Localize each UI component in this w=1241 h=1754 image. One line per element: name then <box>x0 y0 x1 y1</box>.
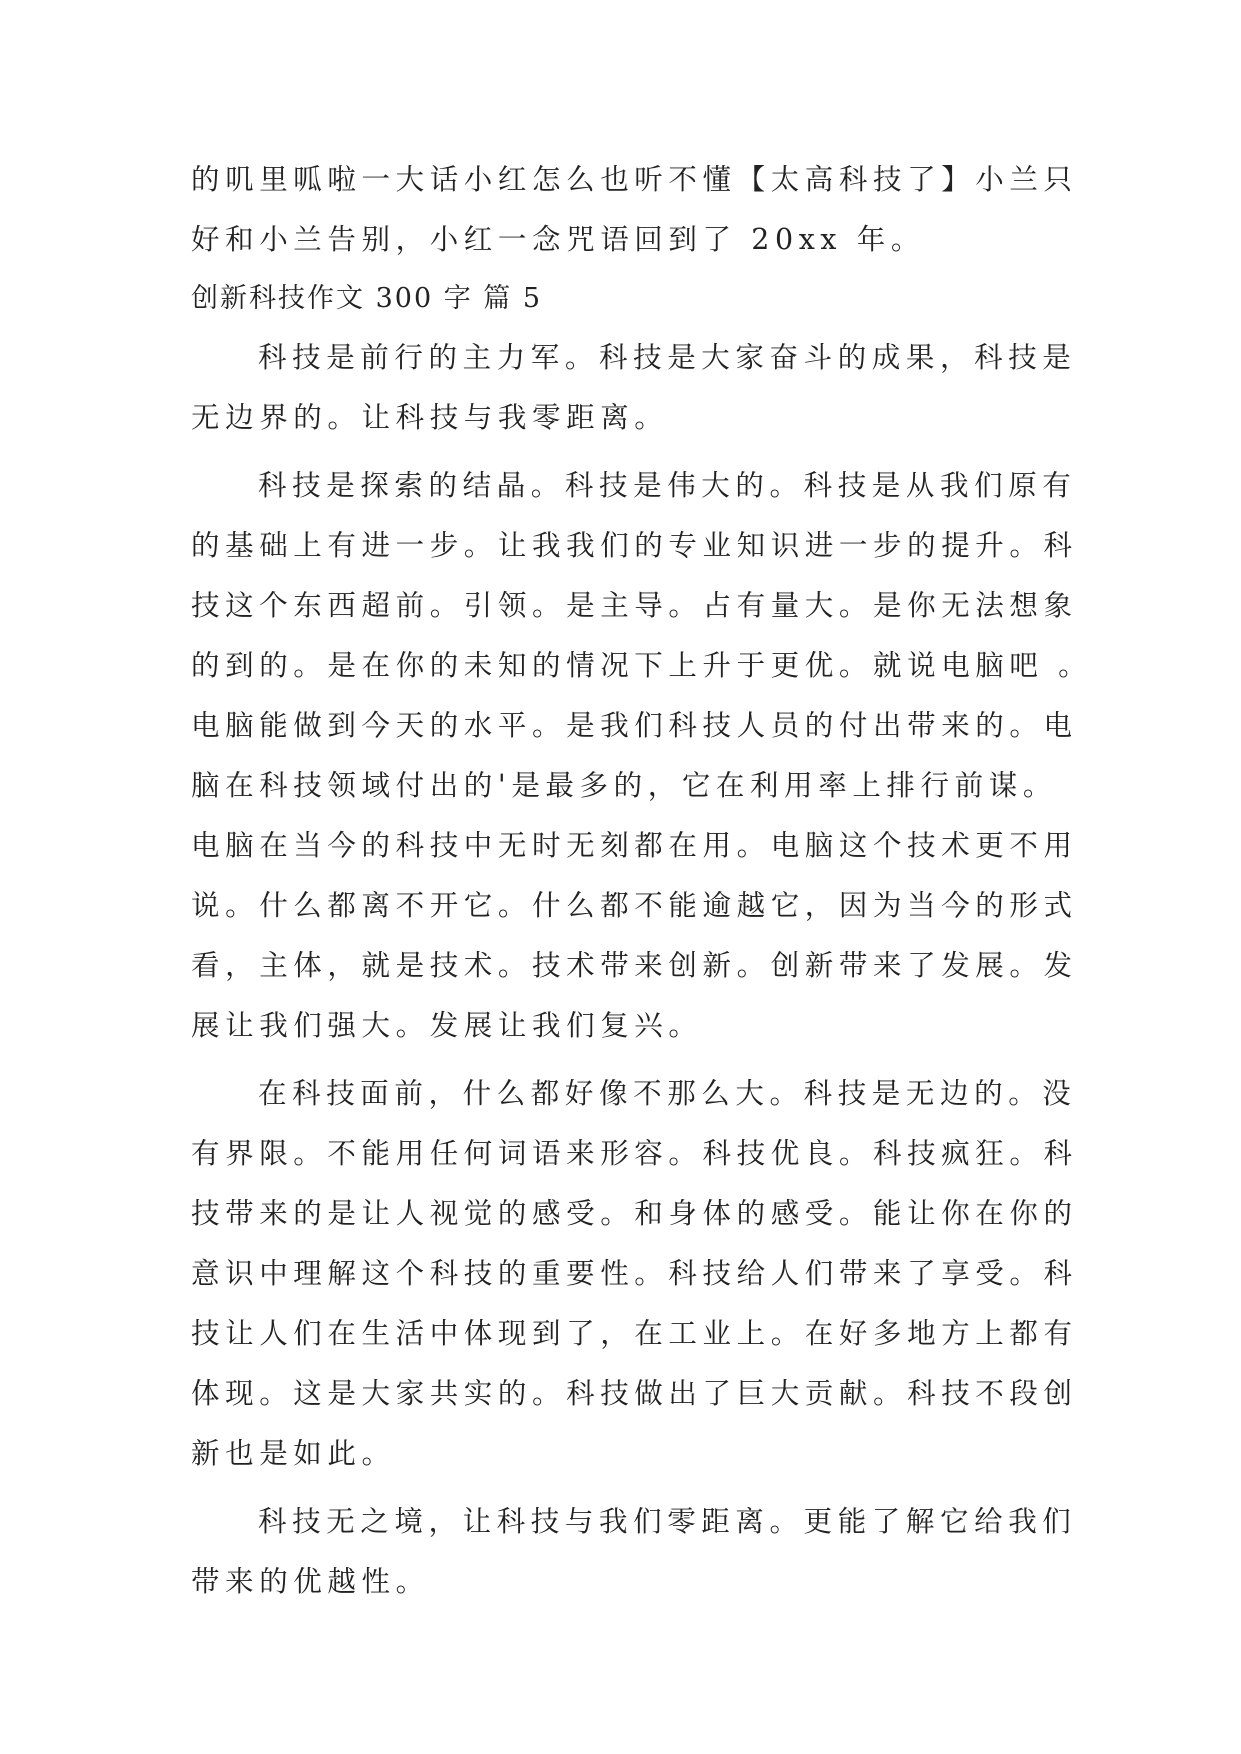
text-line: 好和小兰告别，小红一念咒语回到了 20xx 年。 <box>191 223 925 256</box>
document-body <box>191 150 1093 1612</box>
text-line: 科技无之境，让科技与我们零距离。更能了解它给我们 <box>258 1505 1077 1538</box>
paragraph-spacer <box>191 1484 1051 1492</box>
text-line: 有界限。不能用任何词语来形容。科技优良。科技疯狂。科 <box>191 1137 1078 1170</box>
text-line: 的叽里呱啦一大话小红怎么也听不懂【太高科技了】小兰只 <box>191 163 1078 196</box>
text-line: 脑在科技领域付出的'是最多的，它在利用率上排行前谋。 <box>191 769 1057 802</box>
paragraph-3 <box>191 1064 1078 1484</box>
text-line: 体现。这是大家共实的。科技做出了巨大贡献。科技不段创 <box>191 1377 1078 1410</box>
section-heading: 创新科技作文 300 字 篇 5 <box>191 283 543 314</box>
text-line: 意识中理解这个科技的重要性。科技给人们带来了享受。科 <box>191 1257 1078 1290</box>
text-line: 带来的优越性。 <box>191 1565 430 1598</box>
text-line: 电脑能做到今天的水平。是我们科技人员的付出带来的。电 <box>191 709 1078 742</box>
text-line: 科技是前行的主力军。科技是大家奋斗的成果，科技是 <box>258 341 1077 374</box>
text-line: 电脑在当今的科技中无时无刻都在用。电脑这个技术更不用 <box>191 829 1078 862</box>
text-line: 的基础上有进一步。让我我们的专业知识进一步的提升。科 <box>191 529 1078 562</box>
text-line: 的到的。是在你的未知的情况下上升于更优。就说电脑吧 。 <box>191 649 1093 682</box>
text-line: 科技是探索的结晶。科技是伟大的。科技是从我们原有 <box>258 469 1077 502</box>
paragraph-spacer <box>191 1056 1051 1064</box>
text-line: 在科技面前，什么都好像不那么大。科技是无边的。没 <box>258 1077 1077 1110</box>
paragraph-spacer <box>191 448 1051 456</box>
paragraph-1 <box>191 328 1077 448</box>
text-line: 技带来的是让人视觉的感受。和身体的感受。能让你在你的 <box>191 1197 1078 1230</box>
continued-paragraph <box>191 150 1078 270</box>
text-line: 展让我们强大。发展让我们复兴。 <box>191 1009 703 1042</box>
text-line: 技这个东西超前。引领。是主导。占有量大。是你无法想象 <box>191 589 1078 622</box>
text-line: 无边界的。让科技与我零距离。 <box>191 401 669 434</box>
text-line: 新也是如此。 <box>191 1437 396 1470</box>
paragraph-2 <box>191 456 1093 1056</box>
text-line: 技让人们在生活中体现到了，在工业上。在好多地方上都有 <box>191 1317 1078 1350</box>
text-line: 看，主体，就是技术。技术带来创新。创新带来了发展。发 <box>191 949 1078 982</box>
paragraph-4 <box>191 1492 1077 1612</box>
text-line: 说。什么都离不开它。什么都不能逾越它，因为当今的形式 <box>191 889 1078 922</box>
